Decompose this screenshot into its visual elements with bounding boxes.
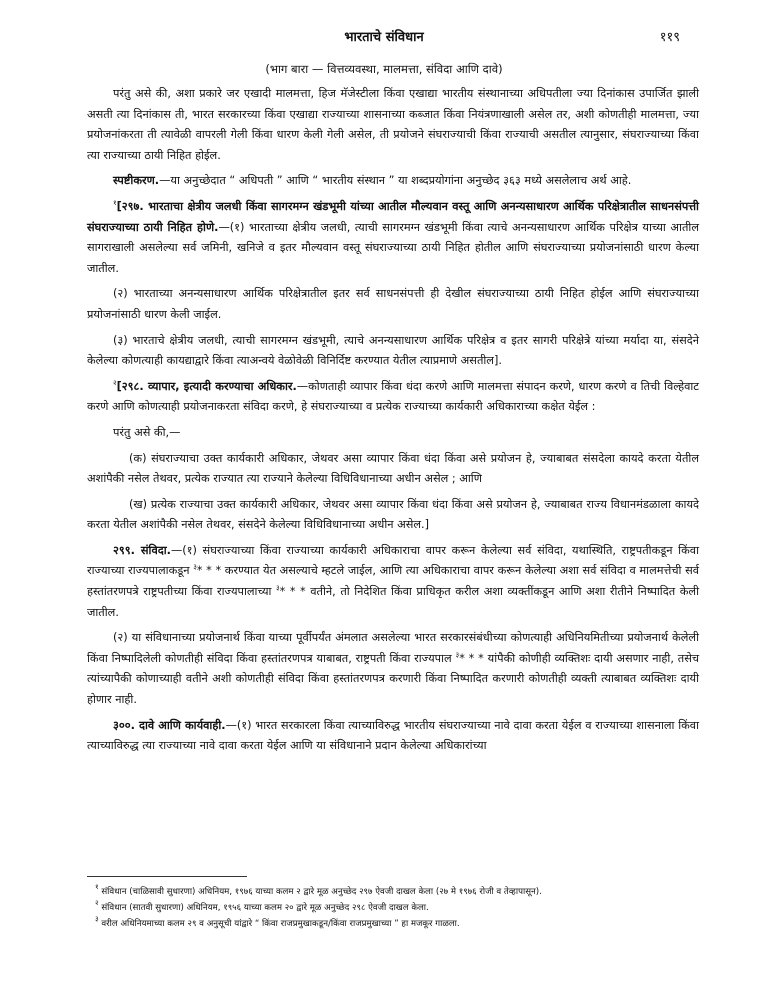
explanation-text: —या अनुच्छेदात “ अधिपती ” आणि “ भारतीय संस्थान ” या शब्दप्रयोगांना अनुच्छेद ३६३ मध्ये असलेलाच अर्थ आहे. bbox=[159, 174, 632, 188]
article-299-clause-2 bbox=[87, 628, 699, 710]
proviso-paragraph: परंतु असे की, अशा प्रकारे जर एखादी मालमत्ता, हिज मॅजेस्टीला किंवा एखाद्या भारतीय संस्थानाच्या अधिपतीला ज्या दिनांकास उपार्जित झाली असती त्या दिनांकास ती, भारत सरकारच्या किंवा एखाद्या राज्याच्या शासनाच्या कब्जात किंवा नियंत्रणाखाली असेल तर, अशी कोणतीही मालमत्ता, ज्या प्रयोजनांकरता ती त्यावेळी वापरली गेली किंवा धारण केली गेली असेल, ती प्रयोजने संघराज्याची किंवा राज्याची असतील त्यानुसार, संघराज्याच्या किंवा त्या राज्याच्या ठायी निहित होईल. bbox=[87, 87, 699, 162]
footnote-mark: २ bbox=[95, 900, 99, 907]
article-297-text: —(१) भारताच्या क्षेत्रीय जलधी, त्याची सागरमग्न खंडभूमी किंवा त्याचे अनन्यसाधारण आर्थिक परिक्षेत्र याच्या आतील सागराखाली असलेल्या सर्व जमिनी, खनिजे व इतर मौल्यवान वस्तू संघराज्याच्या ठायी निहित होतील आणि संघराज्याच्या प्रयोजनांसाठी धारण केल्या जातील. bbox=[87, 220, 699, 275]
article-298-clause-ka: (क) संघराज्याचा उक्त कार्यकारी अधिकार, जेथवर असा व्यापार किंवा धंदा किंवा असे प्रयोजन हे, ज्याबाबत संसदेला कायदे करता येतील अशांपैकी नसेल तेथवर, प्रत्येक राज्यात त्या राज्याने केलेल्या विधिविधानाच्या अधीन असेल ; आणि bbox=[87, 451, 699, 486]
article-297-heading: [२९७. भारताचा क्षेत्रीय जलधी किंवा सागरमग्न खंडभूमी यांच्या आतील मौल्यवान वस्तू आणि अनन्यसाधारण आर्थिक परिक्षेत्रातील साधनसंपत्ती संघराज्याच्या ठायी निहित होणे. bbox=[87, 199, 699, 234]
explanation-paragraph bbox=[87, 171, 699, 192]
main-text bbox=[87, 84, 699, 762]
footnote-mark: ३ bbox=[95, 916, 99, 923]
footnote-text: संविधान (सातवी सुधारणा) अधिनियम, १९५६ याच्या कलम २० द्वारे मूळ अनुच्छेद २९८ ऐवजी दाखल केला. bbox=[101, 903, 429, 913]
article-299-clause-2-b: * * * यांपैकी कोणीही व्यक्तिशः दायी असणार नाही, तसेच त्यांच्यापैकी कोणाच्याही वतीने अशी कोणतीही संविदा किंवा हस्तांतरणपत्र करणारी किंवा निष्पादित करणारी कोणतीही व्यक्ती त्याबाबत व्यक्तिशः दायी होणार नाही. bbox=[87, 651, 700, 707]
article-299 bbox=[87, 541, 699, 623]
footnote-mark: १ bbox=[95, 884, 99, 891]
footnote-ref-1: १ bbox=[113, 198, 117, 207]
article-298 bbox=[87, 377, 699, 418]
footnote-3 bbox=[95, 916, 700, 932]
footnote-1 bbox=[95, 884, 700, 900]
part-subtitle: (भाग बारा — वित्तव्यवस्था, मालमत्ता, संविदा आणि दावे) bbox=[265, 62, 503, 76]
article-299-heading: २९९. संविदा. bbox=[113, 543, 171, 557]
article-297-clause-3: (३) भारताचे क्षेत्रीय जलधी, त्याची सागरमग्न खंडभूमी, त्याचे अनन्यसाधारण आर्थिक परिक्षेत्र व इतर सागरी परिक्षेत्रे यांच्या मर्यादा या, संसदेने केलेल्या कोणत्याही कायद्याद्वारे किंवा त्याअन्वये वेळोवेळी विनिर्दिष्ट करण्यात येतील त्याप्रमाणे असतील]. bbox=[87, 333, 699, 368]
page-number: ११९ bbox=[659, 30, 680, 45]
article-300 bbox=[87, 716, 699, 757]
article-299-text-b: * * * करण्यात येत असल्याचे म्हटले जाईल, आणि त्या अधिकाराचा वापर करून केलेल्या अशा सर्व संविदा व मालमत्तेची सर्व हस्तांतरणपत्रे राष्ट्रपतीच्या किंवा राज्यपालाच्या bbox=[87, 564, 699, 599]
article-297 bbox=[87, 197, 699, 279]
footnote-ref-3b: ३ bbox=[276, 584, 280, 593]
article-300-heading: ३००. दावे आणि कार्यवाही. bbox=[113, 718, 226, 732]
article-299-text-a: —(१) संघराज्याच्या किंवा राज्याच्या कार्यकारी अधिकाराचा वापर करून केलेल्या सर्व संविदा, यथास्थिति, राष्ट्रपतीकडून किंवा राज्याच्या राज्यपालाकडून bbox=[87, 543, 699, 578]
running-header-title: भारताचे संविधान bbox=[344, 30, 424, 45]
footnote-divider bbox=[87, 876, 247, 877]
footnotes bbox=[95, 884, 700, 932]
article-298-text: —कोणताही व्यापार किंवा धंदा करणे आणि मालमत्ता संपादन करणे, धारण करणे व तिची विल्हेवाट करणे आणि कोणत्याही प्रयोजनाकरता संविदा करणे, हे संघराज्याच्या व प्रत्येक राज्याच्या कार्यकारी अधिकाराच्या कक्षेत येईल : bbox=[87, 379, 700, 414]
footnote-ref-2: २ bbox=[113, 378, 117, 387]
article-298-heading: [२९८. व्यापार, इत्यादी करण्याचा अधिकार. bbox=[116, 379, 297, 393]
article-297-clause-2: (२) भारताच्या अनन्यसाधारण आर्थिक परिक्षेत्रातील इतर सर्व साधनसंपत्ती ही देखील संघराज्याच्या ठायी निहित होईल आणि संघराज्याच्या प्रयोजनांसाठी धारण केली जाईल. bbox=[87, 287, 699, 321]
article-298-clause-kha: (ख) प्रत्येक राज्याचा उक्त कार्यकारी अधिकार, जेथवर असा व्यापार किंवा धंदा किंवा असे प्रयोजन हे, ज्याबाबत राज्य विधानमंडळाला कायदे करता येतील अशांपैकी नसेल तेथवर, संसदेने केलेल्या विधिविधानाच्या अधीन असेल.] bbox=[87, 497, 699, 532]
footnote-2 bbox=[95, 900, 700, 916]
footnote-ref-3a: ३ bbox=[193, 563, 197, 572]
footnote-text: वरील अधिनियमाच्या कलम २९ व अनुसूची यांद्वारे “ किंवा राजप्रमुखाकडून/किंवा राजप्रमुखाच्या ” हा मजकूर गाळला. bbox=[101, 919, 460, 929]
article-299-clause-2-a: (२) या संविधानाच्या प्रयोजनार्थ किंवा याच्या पूर्वीपर्यंत अंमलात असलेल्या भारत सरकारसंबंधीच्या कोणत्याही अधिनियमितीच्या प्रयोजनार्थ केलेली किंवा निष्पादिलेली कोणतीही संविदा किंवा हस्तांतरणपत्र याबाबत, राष्ट्रपती किंवा राज्यपाल bbox=[87, 631, 699, 665]
article-300-text: —(१) भारत सरकारला किंवा त्याच्याविरुद्ध भारतीय संघराज्याच्या नावे दावा करता येईल व राज्याच्या शासनाला किंवा त्याच्याविरुद्ध त्या राज्याच्या नावे दावा करता येईल आणि या संविधानाने प्रदान केलेल्या अधिकारांच्या bbox=[87, 718, 700, 753]
footnote-ref-3c: ३ bbox=[455, 650, 460, 659]
footnote-text: संविधान (चाळिसावी सुधारणा) अधिनियम, १९७६ याच्या कलम २ द्वारे मूळ अनुच्छेद २९७ ऐवजी दाखल केला (२७ मे १९७६ रोजी व तेव्हापासून). bbox=[101, 887, 542, 897]
article-299-text-c: * * * वतीने, तो निदेशित किंवा प्राधिकृत करील अशा व्यक्तींकडून आणि अशा रीतीने निष्पादित केली जातील. bbox=[87, 585, 699, 619]
explanation-lead: स्पष्टीकरण. bbox=[113, 174, 160, 188]
article-298-proviso: परंतु असे की,— bbox=[113, 425, 181, 439]
